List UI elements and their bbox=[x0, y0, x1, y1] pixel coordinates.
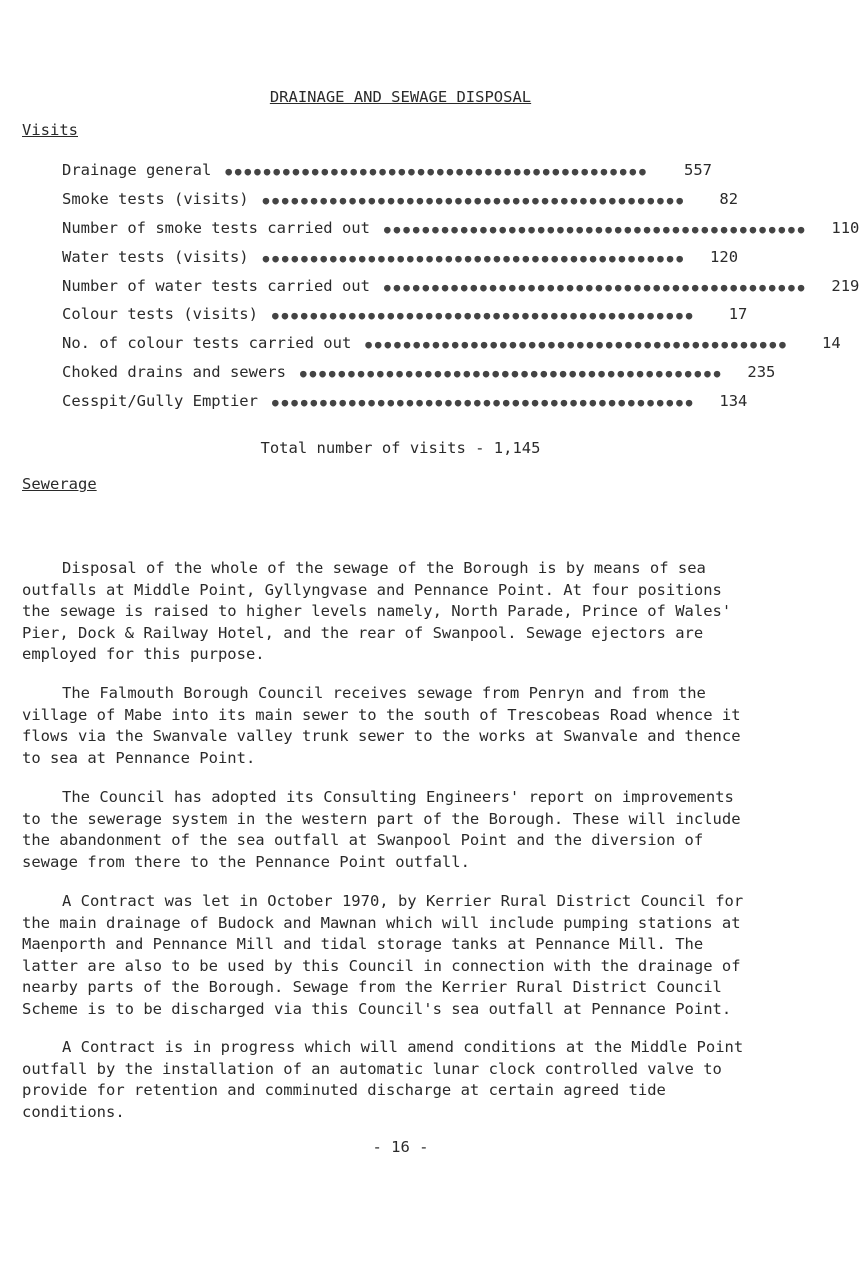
visit-label: Choked drains and sewers bbox=[62, 363, 286, 382]
visit-value: 557 bbox=[684, 161, 712, 179]
dot-leader: ●●●●●●●●●●●●●●●●●●●●●●●●●●●●●●●●●●●●●●●●●●●● bbox=[383, 222, 808, 236]
visit-label: Number of water tests carried out bbox=[62, 276, 370, 295]
page-number: - 16 - bbox=[372, 1138, 429, 1156]
visit-value: 120 bbox=[710, 247, 739, 266]
list-item bbox=[62, 189, 739, 219]
dot-leader: ●●●●●●●●●●●●●●●●●●●●●●●●●●●●●●●●●●●●●●●●●●●● bbox=[271, 309, 696, 323]
paragraph-text: The Council has adopted its Consulting Engineers' report on improvements to the sewerage system in the western part of the Borough. These will include the abandonment of the sea outfall at Swanpool Point and the diversion of sewage from there to the Pennance Point outfall. bbox=[22, 788, 750, 871]
visit-label: No. of colour tests carried out bbox=[62, 334, 352, 353]
visit-label: Cesspit/Gully Emptier bbox=[62, 392, 258, 411]
list-item bbox=[62, 334, 841, 363]
visits-heading: Visits bbox=[22, 121, 78, 139]
page-title: DRAINAGE AND SEWAGE DISPOSAL bbox=[269, 88, 532, 106]
dot-leader: ●●●●●●●●●●●●●●●●●●●●●●●●●●●●●●●●●●●●●●●●●●●● bbox=[365, 338, 789, 352]
dot-leader: ●●●●●●●●●●●●●●●●●●●●●●●●●●●●●●●●●●●●●●●●●●●● bbox=[225, 165, 649, 178]
paragraph-text: The Falmouth Borough Council receives sewage from Penryn and from the village of Mabe into its main sewer to the south of Trescobeas Road whence it flows via the Swanvale valley trunk sewer to the works at Swanvale and thence to sea at Pennance Point. bbox=[22, 684, 750, 767]
list-item bbox=[62, 161, 712, 190]
dot-leader: ●●●●●●●●●●●●●●●●●●●●●●●●●●●●●●●●●●●●●●●●●●●● bbox=[299, 367, 724, 381]
visit-value: 17 bbox=[728, 305, 748, 324]
visits-total: Total number of visits - 1,145 bbox=[260, 439, 541, 457]
dot-leader: ●●●●●●●●●●●●●●●●●●●●●●●●●●●●●●●●●●●●●●●●●●●● bbox=[271, 396, 696, 410]
list-item bbox=[62, 305, 748, 334]
list-item bbox=[62, 276, 859, 306]
visit-label: Drainage general bbox=[62, 161, 212, 179]
dot-leader: ●●●●●●●●●●●●●●●●●●●●●●●●●●●●●●●●●●●●●●●●●●●● bbox=[383, 280, 808, 294]
list-item bbox=[62, 392, 748, 421]
dot-leader: ●●●●●●●●●●●●●●●●●●●●●●●●●●●●●●●●●●●●●●●●●●●● bbox=[262, 251, 687, 265]
paragraph-text: Disposal of the whole of the sewage of the Borough is by means of sea outfalls at Middle Point, Gyllyngvase and Pennance Point. At four positions the sewage is raised to higher levels namely, North Parade, Prince of Wales' Pier, Dock & Railway Hotel, and the rear of Swanpool. Sewage ejectors are employed for this purpose. bbox=[22, 559, 741, 663]
visit-value: 14 bbox=[822, 334, 841, 353]
visits-list bbox=[62, 161, 859, 421]
visit-label: Number of smoke tests carried out bbox=[62, 218, 370, 237]
visit-value: 110 bbox=[831, 218, 859, 237]
visit-label: Smoke tests (visits) bbox=[62, 189, 249, 208]
visit-label: Water tests (visits) bbox=[62, 247, 249, 266]
visit-value: 82 bbox=[719, 189, 739, 208]
paragraph-text: A Contract was let in October 1970, by Kerrier Rural District Council for the main drainage of Budock and Mawnan which will include pumping stations at Maenporth and Pennance Mill and tidal storage tanks at Pennance Mill. The latter are also to be used by this Council in connection with the drainage of nearby parts of the Borough. Sewage from the Kerrier Rural District Council Scheme is to be discharged via this Council's sea outfall at Pennance Point. bbox=[22, 892, 753, 1018]
dot-leader: ●●●●●●●●●●●●●●●●●●●●●●●●●●●●●●●●●●●●●●●●●●●● bbox=[262, 193, 687, 207]
list-item bbox=[62, 247, 739, 277]
visit-value: 219 bbox=[831, 276, 859, 295]
list-item bbox=[62, 363, 776, 392]
paragraph-text: A Contract is in progress which will amend conditions at the Middle Point outfall by the installation of an automatic lunar clock controlled valve to provide for retention and comminuted discharge at certain agreed tide conditions. bbox=[22, 1038, 753, 1121]
visit-value: 235 bbox=[747, 363, 776, 382]
visit-value: 134 bbox=[719, 392, 748, 411]
list-item bbox=[62, 218, 859, 248]
visit-label: Colour tests (visits) bbox=[62, 305, 258, 324]
sewerage-heading: Sewerage bbox=[22, 475, 97, 493]
